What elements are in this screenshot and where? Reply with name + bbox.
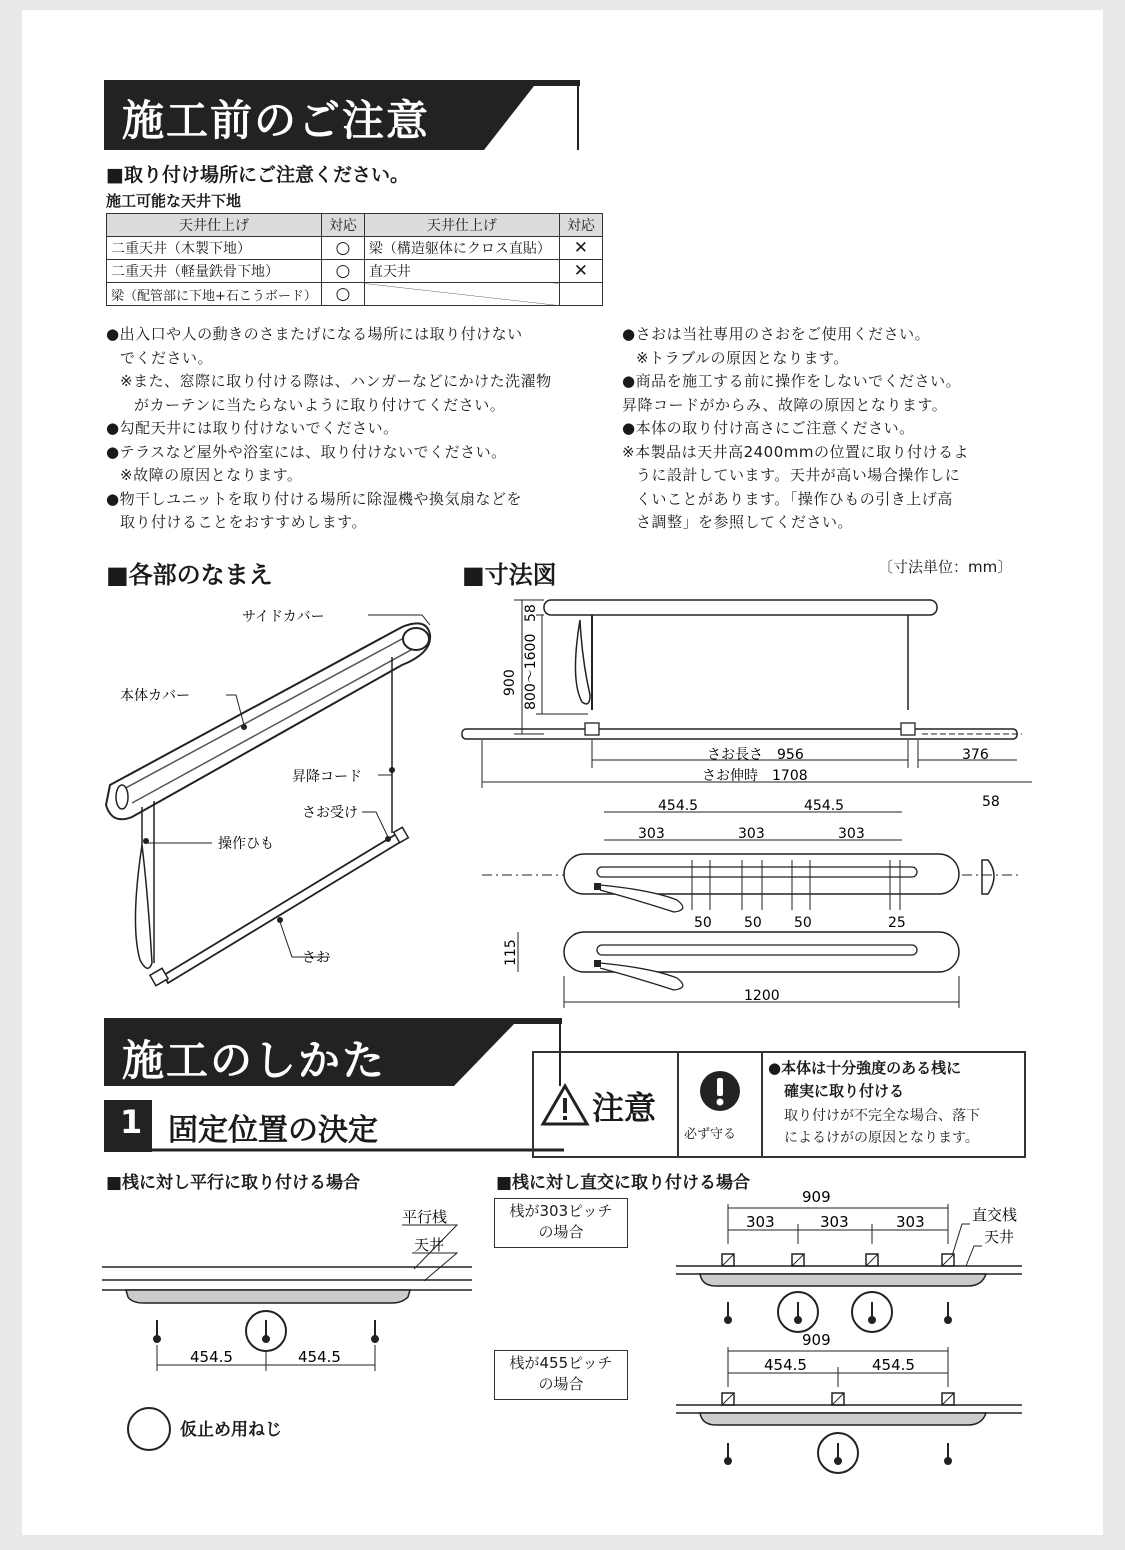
label-pull-cord: 操作ひも	[218, 836, 274, 852]
label-perp-beam: 直交桟	[972, 1206, 1018, 1224]
cell-mark: ✕	[559, 237, 602, 260]
caution-line: ●本体は十分強度のある桟に	[768, 1059, 962, 1077]
dim-454-right: 454.5	[804, 798, 845, 814]
note-line: がカーテンに当たらないように取り付けてください。	[134, 395, 506, 414]
caution-divider	[677, 1053, 679, 1156]
th-finish-right: 天井仕上げ	[364, 214, 559, 237]
note-line: ※故障の原因となります。	[120, 466, 303, 484]
perpendicular-303-diagram	[652, 1182, 1032, 1342]
cell-finish: 二重天井（木製下地）	[107, 237, 322, 260]
dim-303-b: 303	[738, 826, 765, 842]
caution-line: によるけがの原因となります。	[784, 1130, 979, 1146]
warning-triangle-icon	[540, 1083, 590, 1127]
caution-detail	[784, 1105, 980, 1149]
parallel-mount-diagram	[102, 1205, 472, 1395]
dims-heading: ■寸法図	[462, 561, 557, 589]
manual-page	[22, 10, 1103, 1535]
cell-mark: ○	[321, 260, 364, 283]
step-number: 1	[120, 1103, 143, 1141]
label-parallel-beam: 平行桟	[402, 1208, 448, 1226]
cell-mark: ○	[321, 237, 364, 260]
dim-115: 115	[503, 939, 519, 966]
parts-heading: ■各部のなまえ	[106, 561, 273, 589]
th-finish-left: 天井仕上げ	[107, 214, 322, 237]
cell-mark: ○	[321, 283, 364, 306]
dim-pole-extended: さお伸時 1708	[702, 768, 808, 784]
notes-right	[622, 323, 1052, 535]
dim-909: 909	[802, 1188, 831, 1206]
section-title: 施工前のご注意	[122, 96, 431, 145]
cell-finish: 梁（構造躯体にクロス直貼）	[364, 237, 559, 260]
note-line: ●物干しユニットを取り付ける場所に除湿機や換気扇などを	[106, 489, 522, 508]
dim-800-1600: 800～1600	[523, 633, 539, 710]
note-line: ●出入口や人の動きのさまたげになる場所には取り付けない	[106, 325, 523, 343]
label-body-cover: 本体カバー	[120, 688, 190, 704]
pitch-303-label	[494, 1198, 628, 1248]
note-line: ※また、窓際に取り付ける際は、ハンガーなどにかけた洗濯物	[120, 372, 552, 390]
notes-left	[106, 323, 606, 535]
note-line: ●テラスなど屋外や浴室には、取り付けないでください。	[106, 442, 507, 461]
note-line: でください。	[120, 348, 214, 367]
dim-pole-length: さお長さ 956	[707, 747, 804, 763]
dim-50-a: 50	[694, 915, 712, 931]
must-follow-icon	[698, 1069, 742, 1113]
th-support-right: 対応	[559, 214, 602, 237]
temp-screw-legend: 仮止め用ねじ	[180, 1420, 282, 1440]
dim-1200: 1200	[744, 988, 780, 1004]
dim-303-c: 303	[896, 1213, 925, 1231]
dim-454-left: 454.5	[764, 1356, 807, 1374]
dims-unit: 〔寸法単位：mm〕	[878, 558, 1013, 576]
dim-50-b: 50	[744, 915, 762, 931]
dim-454-right: 454.5	[872, 1356, 915, 1374]
parts-diagram	[102, 595, 447, 990]
caution-label: 注意	[592, 1089, 657, 1127]
note-line: 取り付けることをおすすめします。	[120, 513, 367, 531]
label-side-cover: サイドカバー	[242, 609, 325, 625]
label-pole-holder: さお受け	[302, 805, 358, 821]
dim-25: 25	[888, 915, 906, 931]
dim-454-left: 454.5	[658, 798, 699, 814]
dim-376: 376	[962, 747, 989, 763]
cell-empty-diagonal	[364, 283, 559, 306]
label-lift-cord: 昇降コード	[292, 769, 362, 785]
pitch-label-line: の場合	[538, 1223, 584, 1241]
caution-line: 取り付けが不完全な場合、落下	[784, 1108, 980, 1124]
dim-909: 909	[802, 1331, 831, 1349]
dim-303-c: 303	[838, 826, 865, 842]
pitch-label-line: 桟が455ピッチ	[509, 1354, 613, 1372]
dim-900: 900	[502, 669, 518, 696]
step-title: 固定位置の決定	[168, 1113, 378, 1148]
label-ceiling: 天井	[414, 1236, 445, 1254]
dim-58-side: 58	[523, 604, 539, 622]
dim-303-a: 303	[746, 1213, 775, 1231]
perpendicular-455-diagram	[652, 1325, 1032, 1485]
note-line: ●さおは当社専用のさおをご使用ください。	[622, 325, 931, 343]
parallel-heading: ■桟に対し平行に取り付ける場合	[106, 1173, 361, 1193]
caution-main	[768, 1057, 961, 1103]
caution-divider	[761, 1053, 763, 1156]
dim-50-c: 50	[794, 915, 812, 931]
dim-454-right: 454.5	[298, 1348, 341, 1366]
note-line: くいことがあります。「操作ひもの引き上げ高	[636, 489, 953, 508]
th-support-left: 対応	[321, 214, 364, 237]
cell-mark: ✕	[559, 260, 602, 283]
caution-box	[532, 1051, 1026, 1158]
dim-303-a: 303	[638, 826, 665, 842]
ceiling-compat-table	[106, 213, 603, 306]
note-line: ※トラブルの原因となります。	[636, 348, 849, 367]
dim-303-b: 303	[820, 1213, 849, 1231]
pitch-label-line: の場合	[538, 1375, 584, 1393]
temp-screw-circle-icon	[124, 1404, 174, 1454]
must-follow-label: 必ず守る	[684, 1127, 737, 1142]
note-line: ●本体の取り付け高さにご注意ください。	[622, 419, 915, 437]
pitch-label-line: 桟が303ピッチ	[509, 1202, 613, 1220]
note-line: 昇降コードがからみ、故障の原因となります。	[622, 395, 948, 414]
label-pole: さお	[302, 950, 330, 966]
note-line: さ調整」を参照してください。	[636, 513, 854, 531]
ceiling-base-subheading: 施工可能な天井下地	[106, 192, 242, 210]
cell-finish: 梁（配管部に下地+石こうボード）	[107, 283, 322, 306]
dimension-diagram	[452, 590, 1032, 1010]
note-line: ●商品を施工する前に操作をしないでください。	[622, 372, 962, 390]
section2-title: 施工のしかた	[122, 1036, 387, 1085]
pitch-455-label	[494, 1350, 628, 1400]
perpendicular-heading: ■桟に対し直交に取り付ける場合	[496, 1173, 751, 1193]
cell-finish: 二重天井（軽量鉄骨下地）	[107, 260, 322, 283]
label-ceiling: 天井	[984, 1228, 1015, 1246]
placement-heading: ■取り付け場所にご注意ください。	[106, 164, 409, 186]
note-line: ※本製品は天井高2400mmの位置に取り付けるよ	[622, 442, 969, 461]
cell-empty	[559, 283, 602, 306]
note-line: ●勾配天井には取り付けないでください。	[106, 419, 399, 437]
cell-finish: 直天井	[364, 260, 559, 283]
dim-454-left: 454.5	[190, 1348, 233, 1366]
dim-58-end: 58	[982, 794, 1000, 810]
note-line: うに設計しています。天井が高い場合操作しに	[636, 466, 961, 484]
caution-line: 確実に取り付ける	[784, 1082, 905, 1100]
